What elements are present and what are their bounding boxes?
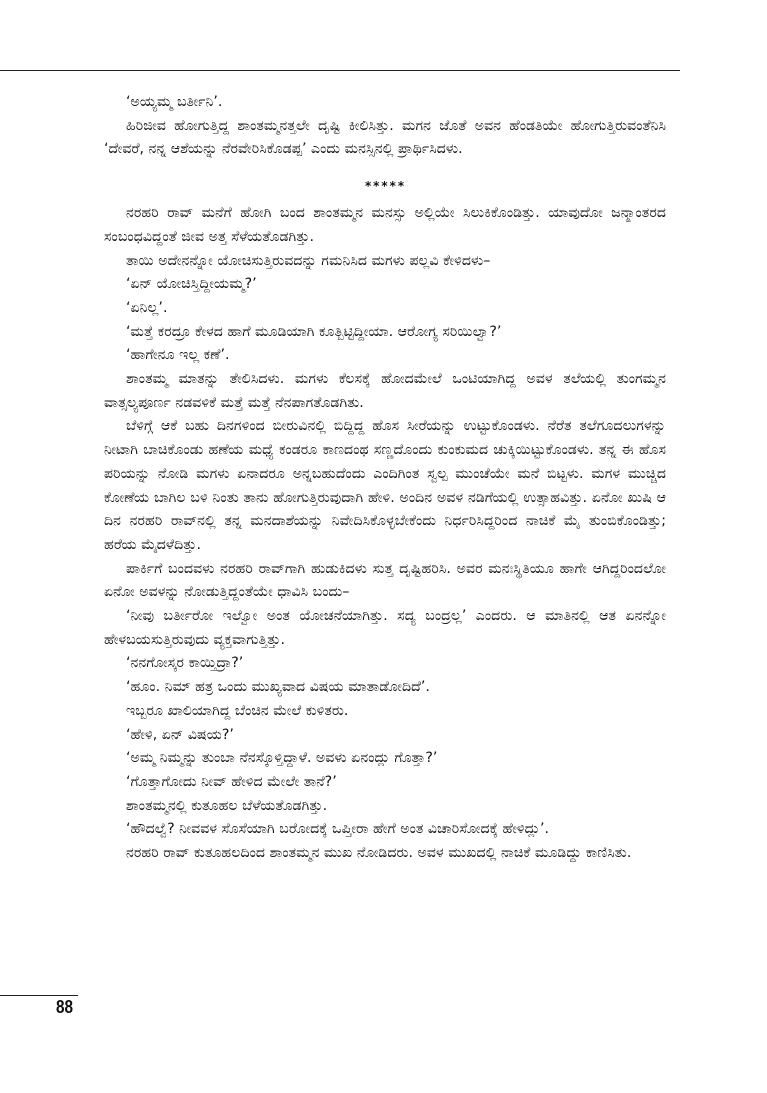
paragraph: ‘ಅಯ್ಯಮ್ಮ ಬರ್ತೀನಿ’. xyxy=(126,94,223,110)
paragraph: ಬೆಳಿಗ್ಗೆ ಆಕೆ ಬಹು ದಿನಗಳಿಂದ ಬೀರುವಿನಲ್ಲಿ ಬಿದ್ದಿದ್ದ ಹೊಸ ಸೀರೆಯನ್ನು ಉಟ್ಟುಕೊಂಡಳು. ನೆರೆತ ತಲೆಗೂದಲುಗಳನ್ನು ನೀಟಾಗಿ ಬಾಚಿಕೊಂಡು ಹಣೆಯ ಮಧ್ಯೆ ಕಂಡರೂ ಕಾಣದಂಥ ಸಣ್ಣದೊಂದು ಕುಂಕುಮದ ಚುಕ್ಕಿಯಿಟ್ಟುಕೊಂಡಳು. ತನ್ನ ಈ ಹೊಸ ಪರಿಯನ್ನು ನೋಡಿ ಮಗಳು ಏನಾದರೂ ಅನ್ನಬಹುದೆಂದು ಎಂದಿಗಿಂತ ಸ್ವಲ್ಪ ಮುಂಚೆಯೇ ಮನೆ ಬಿಟ್ಟಳು. ಮಗಳ ಮುಚ್ಚಿದ ಕೋಣೆಯ ಬಾಗಿಲ ಬಳಿ ನಿಂತು ತಾನು ಹೋಗುತ್ತಿರುವುದಾಗಿ ಹೇಳಿ. ಅಂದಿನ ಅವಳ ನಡಿಗೆಯಲ್ಲಿ ಉತ್ಸಾಹವಿತ್ತು. ಏನೋ ಖುಷಿ ಆ ದಿನ ನರಹರಿ ರಾವ್‌ನಲ್ಲಿ ತನ್ನ ಮನದಾಶೆಯನ್ನು ನಿವೇದಿಸಿಕೊಳ್ಳಬೇಕೆಂದು ನಿರ್ಧರಿಸಿದ್ದರಿಂದ ನಾಚಿಕೆ ಮೈ ತುಂಬಿಕೊಂಡಿತ್ತು; ಹರೆಯ ಮೈದಳೆದಿತ್ತು. xyxy=(104,418,666,553)
paragraph: ನರಹರಿ ರಾವ್ ಮನೆಗೆ ಹೋಗಿ ಬಂದ ಶಾಂತಮ್ಮನ ಮನಸ್ಸು ಅಲ್ಲಿಯೇ ಸಿಲುಕಿಕೊಂಡಿತ್ತು. ಯಾವುದೋ ಜನ್ಮಾಂತರದ ಸಂಬಂಧವಿದ್ದಂತೆ ಜೀವ ಅತ್ತ ಸೆಳೆಯತೊಡಗಿತ್ತು. xyxy=(104,205,666,245)
dialogue-line: ‘ನೀವು ಬರ್ತೀರೋ ಇಲ್ವೋ ಅಂತ ಯೋಚನೆಯಾಗಿತ್ತು. ಸದ್ಯ ಬಂದ್ರಲ್ಲ’ ಎಂದರು. ಆ ಮಾತಿನಲ್ಲಿ ಆತ ಏನನ್ನೋ ಹೇಳಬಯಸುತ್ತಿರುವುದು ವ್ಯಕ್ತವಾಗುತ್ತಿತ್ತು. xyxy=(104,608,666,648)
page-body xyxy=(104,91,666,866)
dialogue-line: ‘ಹೌದಲ್ವೆ? ನೀವವಳ ಸೊಸೆಯಾಗಿ ಬರೋದಕ್ಕೆ ಒಪ್ತೀರಾ ಹೇಗೆ ಅಂತ ವಿಚಾರಿಸೋದಕ್ಕೆ ಹೇಳಿದ್ಲು’. xyxy=(126,821,550,838)
paragraph: ಹಿರಿಜೀವ ಹೋಗುತ್ತಿದ್ದ ಶಾಂತಮ್ಮನತ್ತಲೇ ದೃಷ್ಟಿ ಕೀಲಿಸಿತ್ತು. ಮಗನ ಜೊತೆ ಅವನ ಹೆಂಡತಿಯೇ ಹೋಗುತ್ತಿರುವಂತೆನಿಸಿ ‘ದೇವರೆ, ನನ್ನ ಆಶೆಯನ್ನು ನೆರವೇರಿಸಿಕೊಡಪ್ಪ’ ಎಂದು ಮನಸ್ಸಿನಲ್ಲಿ ಪ್ರಾರ್ಥಿಸಿದಳು. xyxy=(104,117,666,158)
dialogue-line: ‘ನನಗೋಸ್ಕರ ಕಾಯ್ತಿದ್ರಾ?’ xyxy=(126,655,244,672)
dialogue-line: ‘ಮತ್ತೆ ಕರದ್ರೂ ಕೇಳದ ಹಾಗೆ ಮೂಡಿಯಾಗಿ ಕೂತ್ಬಿಟ್ಟಿದ್ದೀಯಾ. ಆರೋಗ್ಯ ಸರಿಯಿಲ್ವಾ?’ xyxy=(126,323,502,340)
paragraph: ಶಾಂತಮ್ಮ ಮಾತನ್ನು ತೇಲಿಸಿದಳು. ಮಗಳು ಕೆಲಸಕ್ಕೆ ಹೋದಮೇಲೆ ಒಂಟಿಯಾಗಿದ್ದ ಅವಳ ತಲೆಯಲ್ಲಿ ತುಂಗಮ್ಮನ ವಾತ್ಸಲ್ಯಪೂರ್ಣ ನಡವಳಿಕೆ ಮತ್ತೆ ಮತ್ತೆ ನೆನಪಾಗತೊಡಗಿತು. xyxy=(104,371,666,411)
paragraph: ಶಾಂತಮ್ಮನಲ್ಲಿ ಕುತೂಹಲ ಬೆಳೆಯತೊಡಗಿತ್ತು. xyxy=(126,797,328,814)
paragraph: ತಾಯಿ ಅದೇನನ್ನೋ ಯೋಚಿಸುತ್ತಿರುವದನ್ನು ಗಮನಿಸಿದ ಮಗಳು ಪಲ್ಲವಿ ಕೇಳಿದಳು– xyxy=(126,252,491,269)
dialogue-line: ‘ಅಮ್ಮ ನಿಮ್ಮನ್ನು ತುಂಬಾ ನೆನಸ್ಕೊಳ್ತಿದ್ದಾಳೆ. ಅವಳು ಏನಂದ್ಲು ಗೊತ್ತಾ?’ xyxy=(126,750,438,767)
paragraph: ನರಹರಿ ರಾವ್ ಕುತೂಹಲದಿಂದ ಶಾಂತಮ್ಮನ ಮುಖ ನೋಡಿದರು. ಅವಳ ಮುಖದಲ್ಲಿ ನಾಚಿಕೆ ಮೂಡಿದ್ದು ಕಾಣಿಸಿತು. xyxy=(126,845,632,862)
top-rule xyxy=(0,70,680,71)
section-separator: ***** xyxy=(364,179,406,194)
dialogue-line: ‘ಗೊತ್ತಾಗೋದು ನೀವ್ ಹೇಳಿದ ಮೇಲೇ ತಾನೆ?’ xyxy=(126,773,337,790)
bottom-rule xyxy=(0,995,78,996)
dialogue-line: ‘ಹಾಗೇನೂ ಇಲ್ಲ ಕಣೆ’. xyxy=(126,347,230,364)
dialogue-line: ‘ಏನ್ ಯೋಚಿಸ್ತಿದ್ದೀಯಮ್ಮ?’ xyxy=(126,276,257,293)
page-number: 88 xyxy=(56,997,74,1017)
dialogue-line: ‘ಹೇಳಿ, ಏನ್ ವಿಷಯ?’ xyxy=(126,726,234,743)
dialogue-line: ‘ಹೂಂ. ನಿಮ್ ಹತ್ರ ಒಂದು ಮುಖ್ಯವಾದ ವಿಷಯ ಮಾತಾಡೋದಿದೆ’. xyxy=(126,679,430,696)
dialogue-line: ‘ಏನಿಲ್ಲ’. xyxy=(126,299,168,316)
paragraph: ಪಾರ್ಕಿಗೆ ಬಂದವಳು ನರಹರಿ ರಾವ್‌ಗಾಗಿ ಹುಡುಕಿದಳು ಸುತ್ತ ದೃಷ್ಟಿಹರಿಸಿ. ಅವರ ಮನಃಸ್ಥಿತಿಯೂ ಹಾಗೇ ಆಗಿದ್ದರಿಂದಲೋ ಏನೋ ಅವಳನ್ನು ನೋಡುತ್ತಿದ್ದಂತೆಯೇ ಧಾವಿಸಿ ಬಂದು– xyxy=(104,560,666,601)
paragraph: ಇಬ್ಬರೂ ಖಾಲಿಯಾಗಿದ್ದ ಬೆಂಚಿನ ಮೇಲೆ ಕುಳಿತರು. xyxy=(126,702,349,719)
